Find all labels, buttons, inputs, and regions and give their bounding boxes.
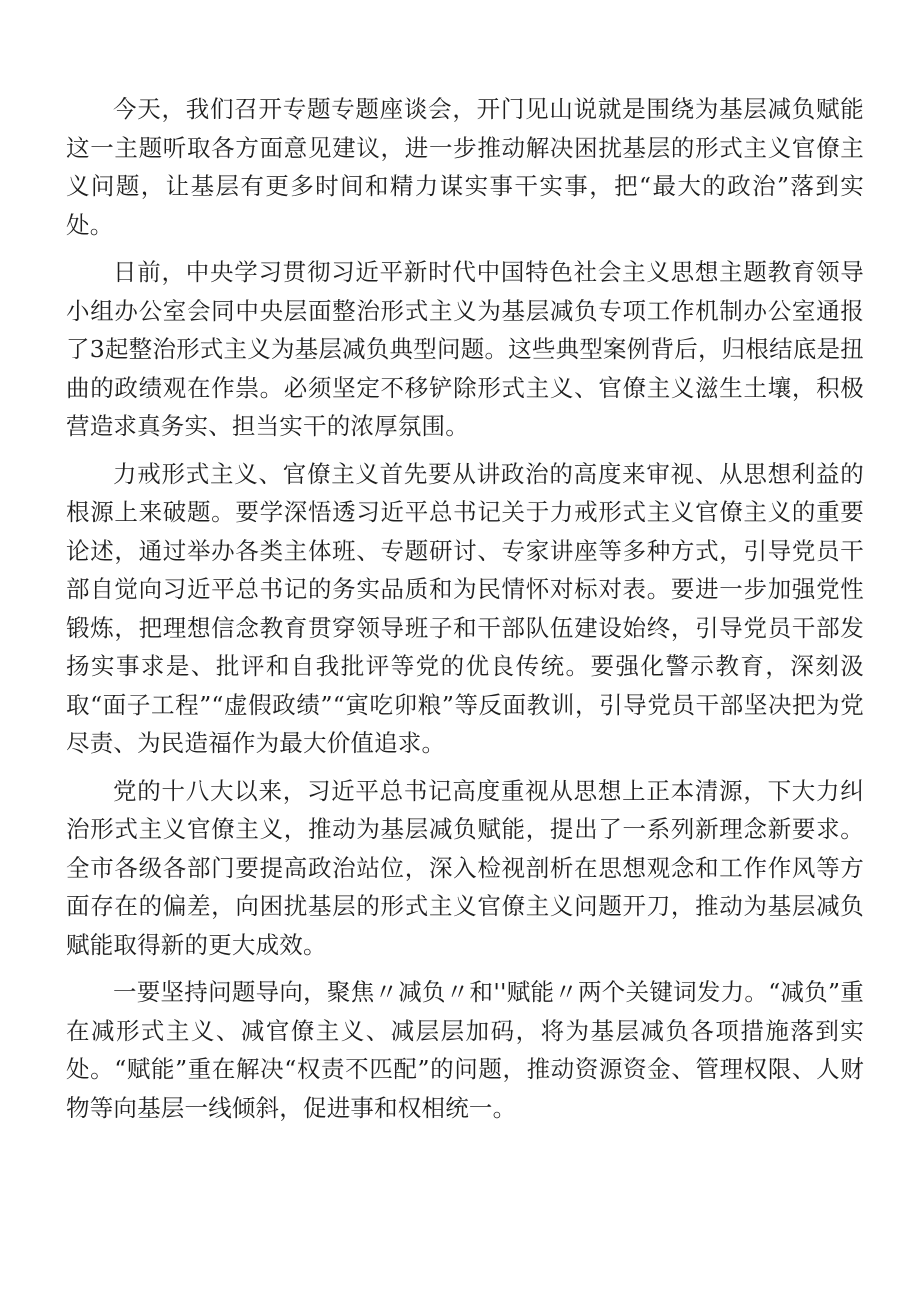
paragraph-opening: 今天，我们召开专题专题座谈会，开门见山说就是围绕为基层减负赋能这一主题听取各方面意见建议，进一步推动解决困扰基层的形式主义官僚主义问题，让基层有更多时间和精力谋实事干实事，把“最大的政治”落到实处。	[66, 95, 864, 239]
paragraph-since-18th-congress: 党的十八大以来，习近平总书记高度重视从思想上正本清源，下大力纠治形式主义官僚主义，推动为基层减负赋能，提出了一系列新理念新要求。全市各级各部门要提高政治站位，深入检视剖析在思想观念和工作作风等方面存在的偏差，向困扰基层的形式主义官僚主义问题开刀，推动为基层减负赋能取得新的更大成效。	[66, 776, 864, 959]
paragraph-political-height: 力戒形式主义、官僚主义首先要从讲政治的高度来审视、从思想利益的根源上来破题。要学深悟透习近平总书记关于力戒形式主义官僚主义的重要论述，通过举办各类主体班、专题研讨、专家讲座等多种方式，引导党员干部自觉向习近平总书记的务实品质和为民情怀对标对表。要进一步加强党性锻炼，把理想信念教育贯穿领导班子和干部队伍建设始终，引导党员干部发扬实事求是、批评和自我批评等党的优良传统。要强化警示教育，深刻汲取“面子工程”“虚假政绩”“寅吃卯粮”等反面教训，引导党员干部坚决把为党尽责、为民造福作为最大价值追求。	[66, 459, 864, 757]
paragraph-problem-orientation: 一要坚持问题导向，聚焦〃减负〃和''赋能〃两个关键词发力。“减负”重在减形式主义、减官僚主义、减层层加码，将为基层减负各项措施落到实处。“赋能”重在解决“权责不匹配”的问题，推动资源资金、管理权限、人财物等向基层一线倾斜，促进事和权相统一。	[66, 978, 864, 1122]
document-body	[66, 90, 864, 1136]
paragraph-typical-cases: 日前，中央学习贯彻习近平新时代中国特色社会主义思想主题教育领导小组办公室会同中央层面整治形式主义为基层减负专项工作机制办公室通报了3起整治形式主义为基层减负典型问题。这些典型案例背后，归根结底是扭曲的政绩观在作祟。必须坚定不移铲除形式主义、官僚主义滋生土壤，积极营造求真务实、担当实干的浓厚氛围。	[66, 258, 864, 440]
